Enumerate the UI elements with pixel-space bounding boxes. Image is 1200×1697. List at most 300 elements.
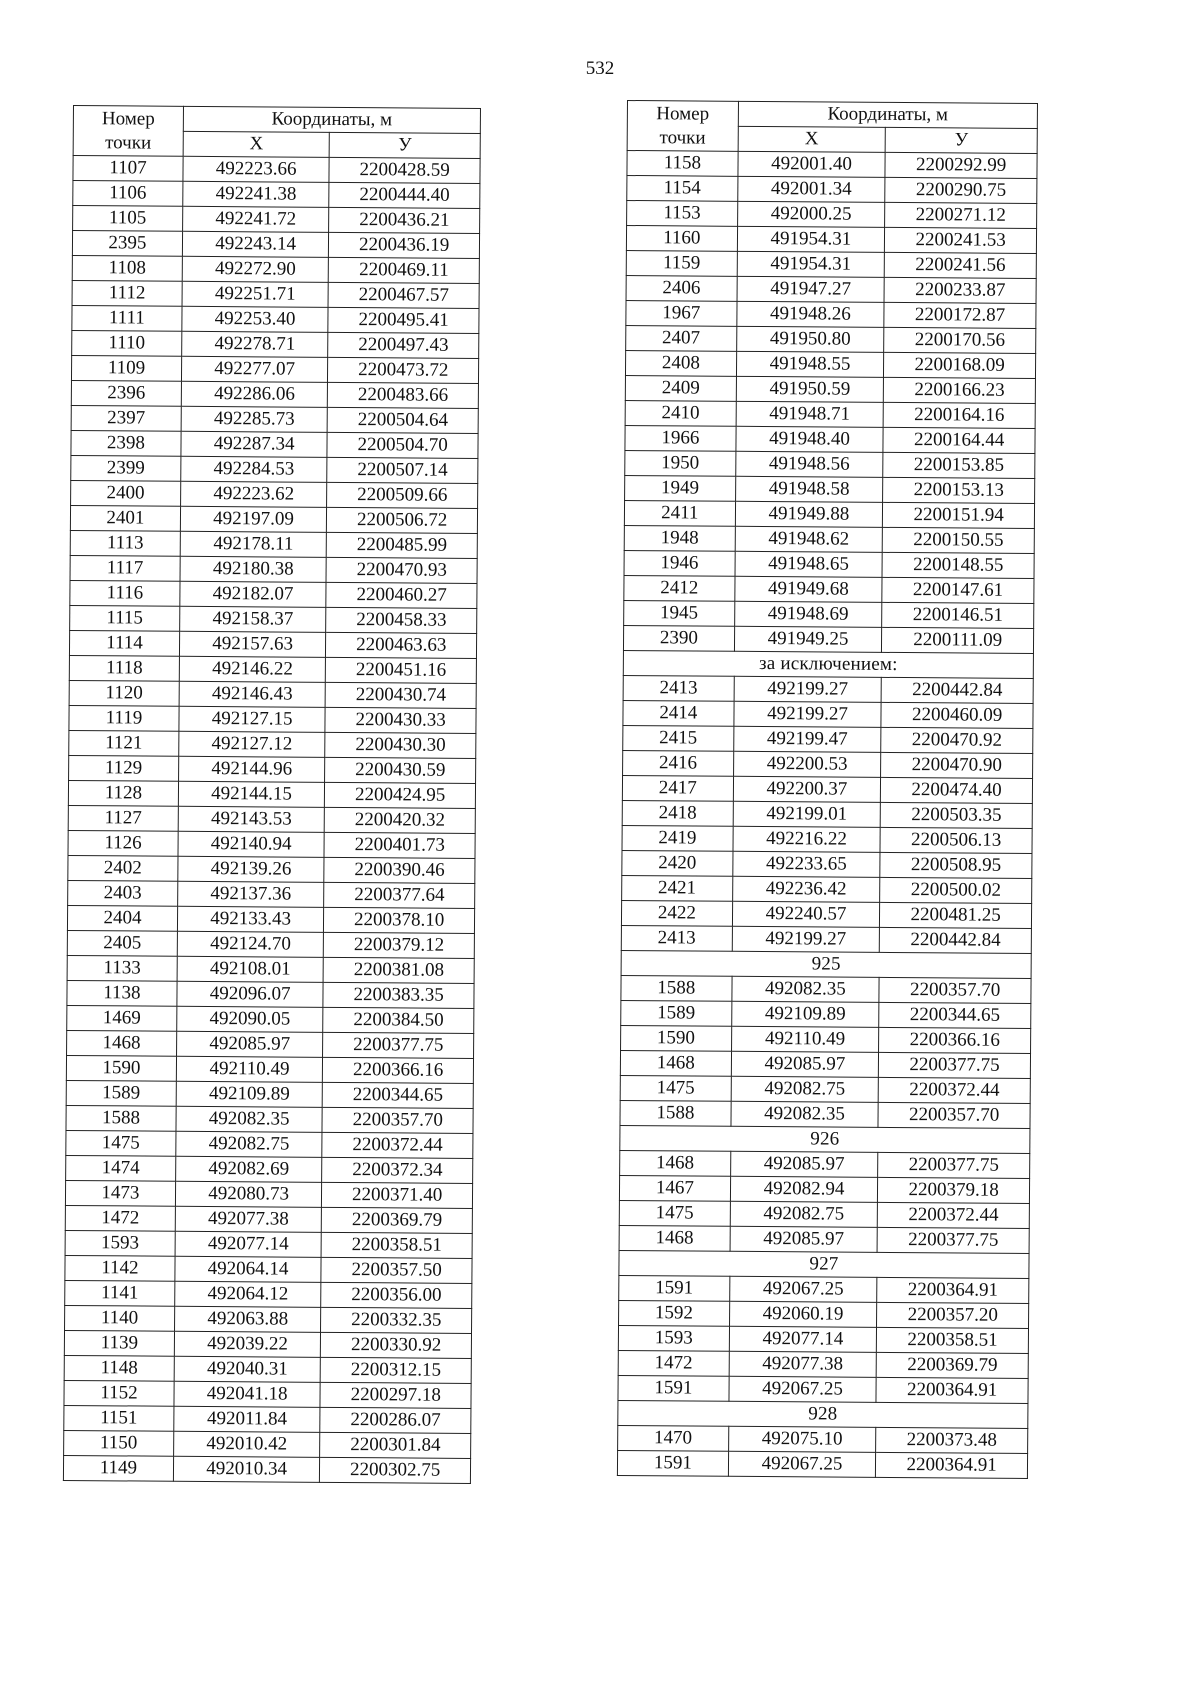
section-label: 927 (619, 1250, 1029, 1278)
y-coordinate-cell: 2200332.35 (321, 1307, 472, 1333)
x-coordinate-cell: 492139.26 (178, 856, 325, 882)
point-number-cell: 1158 (627, 151, 738, 177)
point-number-cell: 1149 (63, 1455, 173, 1481)
y-coordinate-cell: 2200372.44 (878, 1202, 1030, 1228)
table-row (70, 505, 477, 533)
table-body (63, 106, 480, 1484)
point-number-cell: 1153 (627, 201, 738, 227)
y-coordinate-cell: 2200357.70 (879, 977, 1031, 1003)
y-coordinate-cell: 2200369.79 (876, 1352, 1028, 1378)
y-coordinate-cell: 2200111.09 (882, 627, 1034, 653)
table-row (64, 1405, 471, 1433)
table-row (66, 1130, 473, 1158)
y-coordinate-cell: 2200377.64 (324, 882, 475, 908)
x-coordinate-cell: 492287.34 (181, 431, 328, 457)
y-coordinate-cell: 2200379.12 (324, 932, 475, 958)
table-row (69, 705, 476, 733)
y-coordinate-cell: 2200383.35 (323, 982, 474, 1008)
table-row (623, 750, 1033, 778)
x-coordinate-cell: 492075.10 (728, 1426, 876, 1452)
table-row (73, 181, 480, 209)
point-number-cell: 2395 (72, 231, 182, 257)
table-row (67, 930, 474, 958)
table-row (627, 151, 1037, 179)
point-number-cell: 1473 (65, 1180, 175, 1206)
table-row (66, 1105, 473, 1133)
table-row (626, 325, 1036, 353)
point-number-cell: 1470 (618, 1425, 729, 1451)
y-coordinate-cell: 2200366.16 (323, 1057, 474, 1083)
x-coordinate-cell: 492243.14 (182, 231, 329, 257)
table-row (625, 350, 1035, 378)
point-number-cell: 2404 (67, 905, 177, 931)
y-coordinate-cell: 2200458.33 (326, 607, 477, 633)
header-row (627, 101, 1037, 129)
point-number-header-line2: точки (659, 126, 706, 149)
x-coordinate-cell: 492124.70 (177, 931, 324, 957)
y-coordinate-cell: 2200358.51 (877, 1327, 1029, 1353)
point-number-cell: 1148 (64, 1355, 174, 1381)
y-coordinate-cell: 2200312.15 (321, 1357, 472, 1383)
y-coordinate-cell: 2200381.08 (323, 957, 474, 983)
table-row (626, 300, 1036, 328)
table-row (626, 250, 1036, 278)
table-row (627, 201, 1037, 229)
point-number-cell: 1592 (619, 1300, 730, 1326)
point-number-cell: 1133 (67, 955, 177, 981)
table-row (67, 1005, 474, 1033)
x-coordinate-cell: 492082.75 (176, 1131, 323, 1157)
y-header: У (330, 132, 481, 158)
table-row (622, 800, 1032, 828)
x-coordinate-cell: 492110.49 (176, 1056, 323, 1082)
x-coordinate-cell: 492146.43 (179, 681, 326, 707)
y-coordinate-cell: 2200504.64 (327, 407, 478, 433)
y-header: У (885, 127, 1037, 153)
y-coordinate-cell: 2200369.79 (322, 1207, 473, 1233)
y-coordinate-cell: 2200271.12 (885, 202, 1037, 228)
table-row (71, 405, 478, 433)
y-coordinate-cell: 2200474.40 (881, 777, 1033, 803)
x-coordinate-cell: 492077.38 (175, 1206, 322, 1232)
y-coordinate-cell: 2200286.07 (320, 1407, 471, 1433)
point-number-cell: 1949 (625, 475, 736, 501)
y-coordinate-cell: 2200153.85 (883, 452, 1035, 478)
y-coordinate-cell: 2200503.35 (880, 802, 1032, 828)
point-number-cell: 2412 (624, 575, 735, 601)
point-number-cell: 2396 (71, 380, 181, 406)
table-row (66, 1055, 473, 1083)
y-coordinate-cell: 2200444.40 (329, 182, 480, 208)
table-row (619, 1175, 1029, 1203)
y-coordinate-cell: 2200470.92 (881, 727, 1033, 753)
table-row (626, 226, 1036, 254)
x-coordinate-cell: 492085.97 (730, 1226, 878, 1252)
point-number-cell: 2401 (70, 505, 180, 531)
table-row (622, 825, 1032, 853)
table-row (69, 680, 476, 708)
y-coordinate-cell: 2200373.48 (876, 1427, 1028, 1453)
table-row (621, 925, 1031, 953)
y-coordinate-cell: 2200481.25 (880, 902, 1032, 928)
point-number-cell: 1126 (68, 830, 178, 856)
point-number-cell: 1109 (71, 355, 181, 381)
table-row (619, 1275, 1029, 1303)
point-number-cell: 1114 (69, 630, 179, 656)
x-coordinate-cell: 492137.36 (178, 881, 325, 907)
table-row (64, 1430, 471, 1458)
x-coordinate-cell: 491948.55 (736, 351, 884, 377)
point-number-cell: 1129 (69, 755, 179, 781)
y-coordinate-cell: 2200297.18 (320, 1382, 471, 1408)
table-row (621, 975, 1031, 1003)
y-coordinate-cell: 2200428.59 (329, 157, 480, 183)
table-row (620, 1100, 1030, 1128)
point-number-cell: 1120 (69, 680, 179, 706)
x-coordinate-cell: 492284.53 (181, 456, 328, 482)
table-row (65, 1280, 472, 1308)
point-number-cell: 1966 (625, 425, 736, 451)
point-number-cell: 1588 (66, 1105, 176, 1131)
y-coordinate-cell: 2200436.21 (329, 207, 480, 233)
table-row (625, 425, 1035, 453)
point-number-cell: 1475 (66, 1130, 176, 1156)
y-coordinate-cell: 2200507.14 (327, 457, 478, 483)
x-coordinate-cell: 492158.37 (180, 606, 327, 632)
y-coordinate-cell: 2200150.55 (882, 527, 1034, 553)
point-number-cell: 2405 (67, 930, 177, 956)
y-coordinate-cell: 2200504.70 (327, 432, 478, 458)
x-coordinate-cell: 492286.06 (181, 381, 328, 407)
table-row (622, 775, 1032, 803)
table-row (70, 555, 477, 583)
y-coordinate-cell: 2200292.99 (885, 152, 1037, 178)
x-coordinate-cell: 492133.43 (177, 906, 324, 932)
y-coordinate-cell: 2200164.44 (883, 427, 1035, 453)
x-coordinate-cell: 492233.65 (732, 851, 880, 877)
point-number-cell: 1467 (619, 1175, 730, 1201)
point-number-cell: 1121 (69, 730, 179, 756)
y-coordinate-cell: 2200470.93 (326, 557, 477, 583)
point-number-cell: 2409 (625, 375, 736, 401)
y-coordinate-cell: 2200500.02 (880, 877, 1032, 903)
point-number-cell: 2415 (623, 725, 734, 751)
coordinates-table-right (617, 100, 1038, 1479)
y-coordinate-cell: 2200357.70 (878, 1102, 1030, 1128)
x-coordinate-cell: 492140.94 (178, 831, 325, 857)
point-number-cell: 1112 (72, 280, 182, 306)
point-number-cell: 2406 (626, 275, 737, 301)
y-coordinate-cell: 2200301.84 (320, 1432, 471, 1458)
x-coordinate-cell: 492109.89 (731, 1001, 879, 1027)
y-coordinate-cell: 2200170.56 (884, 327, 1036, 353)
x-coordinate-cell: 492041.18 (174, 1381, 321, 1407)
x-header: Х (738, 126, 886, 152)
table-row (72, 231, 479, 259)
point-number-cell: 2399 (71, 455, 181, 481)
point-number-cell: 1110 (72, 330, 182, 356)
table-row (623, 725, 1033, 753)
table-row (73, 206, 480, 234)
point-number-cell: 1119 (69, 705, 179, 731)
point-number-header-line1: Номер (101, 107, 155, 130)
point-number-cell: 1108 (72, 255, 182, 281)
table-row (626, 275, 1036, 303)
x-coordinate-cell: 492223.66 (183, 156, 330, 182)
table-row (67, 905, 474, 933)
point-number-cell: 1948 (624, 525, 735, 551)
y-coordinate-cell: 2200442.84 (881, 677, 1033, 703)
table-row (71, 480, 478, 508)
point-number-cell: 1946 (624, 550, 735, 576)
point-number-cell: 2410 (625, 400, 736, 426)
x-coordinate-cell: 492236.42 (732, 876, 880, 902)
point-number-cell: 1593 (65, 1230, 175, 1256)
table-row (65, 1230, 472, 1258)
point-number-cell: 1138 (67, 980, 177, 1006)
point-number-cell: 2422 (621, 900, 732, 926)
point-number-header-line2: точки (105, 131, 152, 154)
x-coordinate-cell: 492063.88 (174, 1306, 321, 1332)
y-coordinate-cell: 2200366.16 (879, 1027, 1031, 1053)
y-coordinate-cell: 2200469.11 (329, 257, 480, 283)
table-row (71, 355, 478, 383)
x-coordinate-cell: 491948.26 (737, 301, 885, 327)
point-number-cell: 1139 (64, 1330, 174, 1356)
y-coordinate-cell: 2200344.65 (879, 1002, 1031, 1028)
x-coordinate-cell: 492272.90 (182, 256, 329, 282)
y-coordinate-cell: 2200290.75 (885, 177, 1037, 203)
x-coordinate-cell: 492251.71 (182, 281, 329, 307)
point-number-cell: 2411 (624, 500, 735, 526)
y-coordinate-cell: 2200384.50 (323, 1007, 474, 1033)
point-number-cell: 1142 (65, 1255, 175, 1281)
x-coordinate-cell: 492064.14 (175, 1256, 322, 1282)
table-row (622, 875, 1032, 903)
y-coordinate-cell: 2200148.55 (882, 552, 1034, 578)
y-coordinate-cell: 2200377.75 (323, 1032, 474, 1058)
table-row (65, 1180, 472, 1208)
x-coordinate-cell: 492090.05 (177, 1006, 324, 1032)
point-number-cell: 1105 (73, 206, 183, 232)
x-coordinate-cell: 492082.35 (731, 1101, 879, 1127)
y-coordinate-cell: 2200372.44 (322, 1132, 473, 1158)
point-number-cell: 1117 (70, 555, 180, 581)
coordinates-header: Координаты, м (738, 101, 1037, 128)
x-coordinate-cell: 492285.73 (181, 406, 328, 432)
section-label: 925 (621, 950, 1031, 978)
point-number-cell: 1141 (65, 1280, 175, 1306)
x-coordinate-cell: 492144.96 (178, 756, 325, 782)
x-coordinate-cell: 492000.25 (737, 201, 885, 227)
table-row (65, 1255, 472, 1283)
table-row (69, 755, 476, 783)
y-coordinate-cell: 2200371.40 (322, 1182, 473, 1208)
point-number-cell: 2419 (622, 825, 733, 851)
y-coordinate-cell: 2200233.87 (884, 277, 1036, 303)
y-coordinate-cell: 2200508.95 (880, 852, 1032, 878)
x-coordinate-cell: 492223.62 (180, 481, 327, 507)
table-row (64, 1380, 471, 1408)
table-row (624, 525, 1034, 553)
y-coordinate-cell: 2200460.09 (881, 702, 1033, 728)
x-coordinate-cell: 492199.01 (733, 801, 881, 827)
x-coordinate-cell: 492085.97 (730, 1151, 878, 1177)
y-coordinate-cell: 2200372.44 (878, 1077, 1030, 1103)
table-row (71, 430, 478, 458)
point-number-cell: 1593 (618, 1325, 729, 1351)
point-number-cell: 1475 (620, 1075, 731, 1101)
x-coordinate-cell: 491950.80 (736, 326, 884, 352)
table-row (621, 900, 1031, 928)
y-coordinate-cell: 2200344.65 (323, 1082, 474, 1108)
x-coordinate-cell: 492040.31 (174, 1356, 321, 1382)
table-row (624, 500, 1034, 528)
y-coordinate-cell: 2200168.09 (884, 352, 1036, 378)
table-row (66, 1080, 473, 1108)
y-coordinate-cell: 2200364.91 (877, 1277, 1029, 1303)
y-coordinate-cell: 2200377.75 (878, 1152, 1030, 1178)
table-row (620, 1050, 1030, 1078)
y-coordinate-cell: 2200330.92 (321, 1332, 472, 1358)
table-row (623, 700, 1033, 728)
x-coordinate-cell: 492067.25 (729, 1376, 877, 1402)
point-number-cell: 1113 (70, 530, 180, 556)
y-coordinate-cell: 2200379.18 (878, 1177, 1030, 1203)
y-coordinate-cell: 2200377.75 (879, 1052, 1031, 1078)
point-number-cell: 1469 (67, 1005, 177, 1031)
table-row (71, 380, 478, 408)
table-row (625, 400, 1035, 428)
point-number-cell: 2403 (68, 880, 178, 906)
section-row (620, 1125, 1030, 1153)
point-number-cell: 1152 (64, 1380, 174, 1406)
point-number-cell: 1468 (67, 1030, 177, 1056)
x-coordinate-cell: 492146.22 (179, 656, 326, 682)
x-coordinate-cell: 492077.14 (175, 1231, 322, 1257)
point-number-cell: 1588 (621, 975, 732, 1001)
y-coordinate-cell: 2200356.00 (321, 1282, 472, 1308)
x-coordinate-cell: 491954.31 (737, 251, 885, 277)
table-row (618, 1425, 1028, 1453)
x-coordinate-cell: 491949.88 (735, 501, 883, 527)
header-row (73, 106, 480, 134)
x-coordinate-cell: 491954.31 (737, 226, 885, 252)
y-coordinate-cell: 2200506.72 (327, 507, 478, 533)
page-number: 532 (585, 58, 615, 79)
y-coordinate-cell: 2200485.99 (327, 532, 478, 558)
table-row (625, 450, 1035, 478)
point-number-header-line1: Номер (656, 102, 710, 125)
x-coordinate-cell: 492240.57 (732, 901, 880, 927)
x-coordinate-cell: 492039.22 (174, 1331, 321, 1357)
table-row (68, 855, 475, 883)
table-row (69, 730, 476, 758)
x-coordinate-cell: 492199.27 (734, 676, 882, 702)
x-coordinate-cell: 491948.40 (736, 426, 884, 452)
table-row (70, 580, 477, 608)
point-number-cell: 1472 (65, 1205, 175, 1231)
x-coordinate-cell: 492199.27 (732, 926, 880, 952)
x-coordinate-cell: 492216.22 (733, 826, 881, 852)
table-row (619, 1200, 1029, 1228)
point-number-cell: 1590 (66, 1055, 176, 1081)
table-row (618, 1350, 1028, 1378)
point-number-cell: 2397 (71, 405, 181, 431)
x-coordinate-cell: 492143.53 (178, 806, 325, 832)
point-number-cell: 1591 (618, 1375, 729, 1401)
y-coordinate-cell: 2200430.30 (325, 732, 476, 758)
table-row (63, 1455, 470, 1483)
x-coordinate-cell: 492082.35 (732, 976, 880, 1002)
y-coordinate-cell: 2200146.51 (882, 602, 1034, 628)
y-coordinate-cell: 2200357.20 (877, 1302, 1029, 1328)
table-row (69, 630, 476, 658)
section-row (619, 1250, 1029, 1278)
x-coordinate-cell: 492080.73 (175, 1181, 322, 1207)
x-coordinate-cell: 492200.37 (733, 776, 881, 802)
y-coordinate-cell: 2200460.27 (326, 582, 477, 608)
section-label: 926 (620, 1125, 1030, 1153)
x-coordinate-cell: 492197.09 (180, 506, 327, 532)
section-row (623, 650, 1033, 678)
y-coordinate-cell: 2200357.70 (322, 1107, 473, 1133)
table-row (623, 675, 1033, 703)
table-row (72, 305, 479, 333)
x-coordinate-cell: 492109.89 (176, 1081, 323, 1107)
y-coordinate-cell: 2200358.51 (321, 1232, 472, 1258)
table-row (619, 1300, 1029, 1328)
point-number-cell: 2400 (71, 480, 181, 506)
x-coordinate-cell: 492180.38 (180, 556, 327, 582)
x-coordinate-cell: 491949.68 (735, 576, 883, 602)
x-coordinate-cell: 492077.38 (729, 1351, 877, 1377)
x-coordinate-cell: 491949.25 (734, 626, 882, 652)
table-row (622, 850, 1032, 878)
x-coordinate-cell: 492082.75 (730, 1201, 878, 1227)
y-coordinate-cell: 2200451.16 (326, 657, 477, 683)
x-coordinate-cell: 492200.53 (733, 751, 881, 777)
y-coordinate-cell: 2200377.75 (877, 1227, 1029, 1253)
y-coordinate-cell: 2200241.56 (884, 252, 1036, 278)
y-coordinate-cell: 2200430.59 (325, 757, 476, 783)
point-number-cell: 2398 (71, 430, 181, 456)
y-coordinate-cell: 2200420.32 (325, 807, 476, 833)
y-coordinate-cell: 2200436.19 (329, 232, 480, 258)
y-coordinate-cell: 2200424.95 (325, 782, 476, 808)
coordinates-header: Координаты, м (183, 106, 480, 133)
y-coordinate-cell: 2200401.73 (324, 832, 475, 858)
y-coordinate-cell: 2200495.41 (328, 307, 479, 333)
table-row (68, 780, 475, 808)
x-coordinate-cell: 491948.58 (735, 476, 883, 502)
table-row (68, 805, 475, 833)
x-coordinate-cell: 492082.35 (176, 1106, 323, 1132)
table-row (617, 1450, 1027, 1478)
y-coordinate-cell: 2200506.13 (880, 827, 1032, 853)
x-coordinate-cell: 492241.72 (182, 206, 329, 232)
table-row (67, 955, 474, 983)
table-row (624, 550, 1034, 578)
y-coordinate-cell: 2200463.63 (326, 632, 477, 658)
point-number-cell: 2413 (621, 925, 732, 951)
x-coordinate-cell: 492085.97 (176, 1031, 323, 1057)
x-coordinate-cell: 492060.19 (729, 1301, 877, 1327)
x-coordinate-cell: 492067.25 (728, 1451, 876, 1477)
point-number-cell: 1128 (68, 780, 178, 806)
x-coordinate-cell: 491948.62 (735, 526, 883, 552)
table-row (70, 530, 477, 558)
